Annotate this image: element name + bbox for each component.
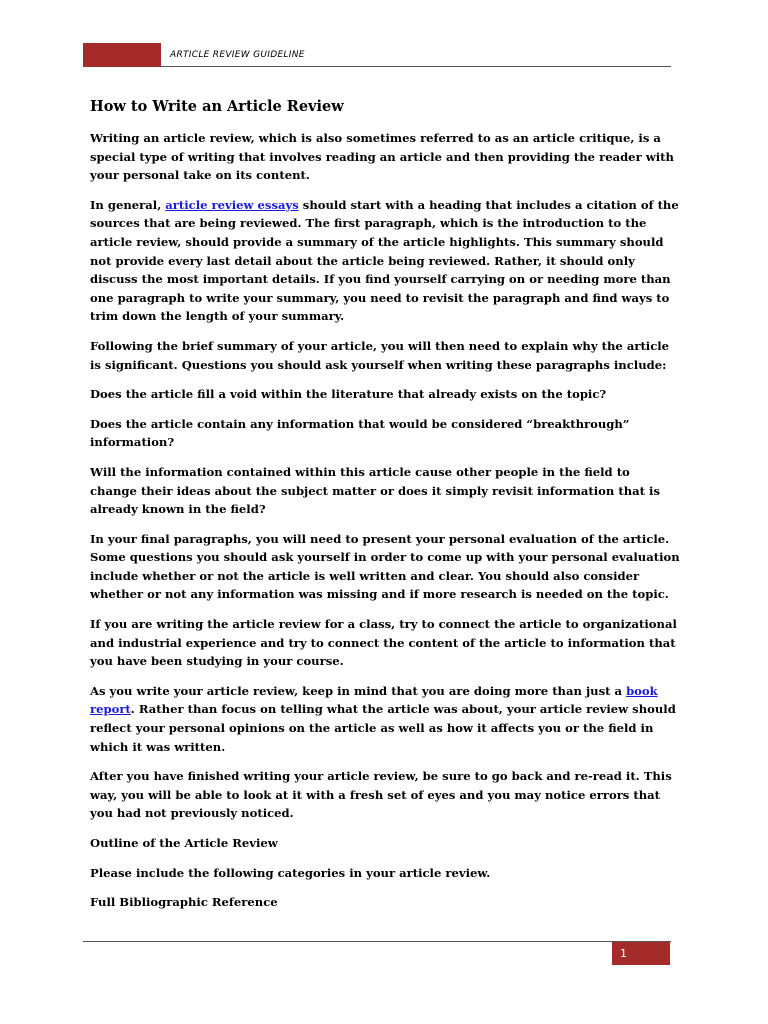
header-rule xyxy=(161,66,671,67)
paragraph-class-connection: If you are writing the article review for a class, try to connect the article to organizational and industrial experience and try to connect the content of the article to information that you have been studying in your course. xyxy=(90,617,677,669)
document-title: How to Write an Article Review xyxy=(90,98,344,115)
book-report-link[interactable]: book report xyxy=(90,683,658,717)
question-void: Does the article fill a void within the literature that already exists on the topic? xyxy=(90,387,607,402)
document-body xyxy=(90,97,680,923)
article-review-essays-link[interactable]: article review essays xyxy=(165,197,299,212)
paragraph-reread: After you have finished writing your article review, be sure to go back and re-read it. This way, you will be able to look at it with a fresh set of eyes and you may notice errors that you had not previously noticed. xyxy=(90,769,672,821)
header-label: ARTICLE REVIEW GUIDELINE xyxy=(170,50,305,60)
page-number-badge xyxy=(612,942,670,965)
paragraph-text: As you write your article review, keep in mind that you are doing more than just a xyxy=(90,683,627,698)
header-accent-block xyxy=(83,43,161,67)
question-breakthrough: Does the article contain any information that would be considered “breakthrough” information? xyxy=(90,416,630,450)
paragraph-heading-guidance xyxy=(90,196,680,326)
paragraph-intro: Writing an article review, which is also sometimes referred to as an article critique, is a special type of writing that involves reading an article and then providing the reader with your personal take on its content. xyxy=(90,131,674,183)
paragraph-book-report xyxy=(90,682,680,756)
outline-heading: Outline of the Article Review xyxy=(90,836,278,850)
paragraph-text: should start with a heading that includes a citation of the sources that are being reviewed. The first paragraph, which is the introduction to the article review, should provide a summary of the article highlights. This summary should not provide every last detail about the article being reviewed. Rather, it should only discuss the most important details. If you find yourself carrying on or needing more than one paragraph to write your summary, you need to revisit the paragraph and find ways to trim down the length of your summary. xyxy=(90,197,679,324)
outline-instruction: Please include the following categories in your article review. xyxy=(90,865,491,880)
outline-item-bibliographic-reference: Full Bibliographic Reference xyxy=(90,895,278,910)
footer-rule xyxy=(83,941,671,942)
page-number: 1 xyxy=(620,947,627,960)
paragraph-final-evaluation: In your final paragraphs, you will need to present your personal evaluation of the article. Some questions you should ask yourself in order to come up with your personal evaluation include whether or not the article is well written and clear. You should also consider whether or not any information was missing and if more research is needed on the topic. xyxy=(90,531,680,602)
question-change-ideas: Will the information contained within this article cause other people in the field to change their ideas about the subject matter or does it simply revisit information that is already known in the field? xyxy=(90,464,660,517)
paragraph-significance: Following the brief summary of your article, you will then need to explain why the article is significant. Questions you should ask yourself when writing these paragraphs include: xyxy=(90,338,670,372)
paragraph-text: . Rather than focus on telling what the article was about, your article review should reflect your personal opinions on the article as well as how it affects you or the field in which it was written. xyxy=(90,702,676,754)
paragraph-text: In general, xyxy=(90,197,166,212)
